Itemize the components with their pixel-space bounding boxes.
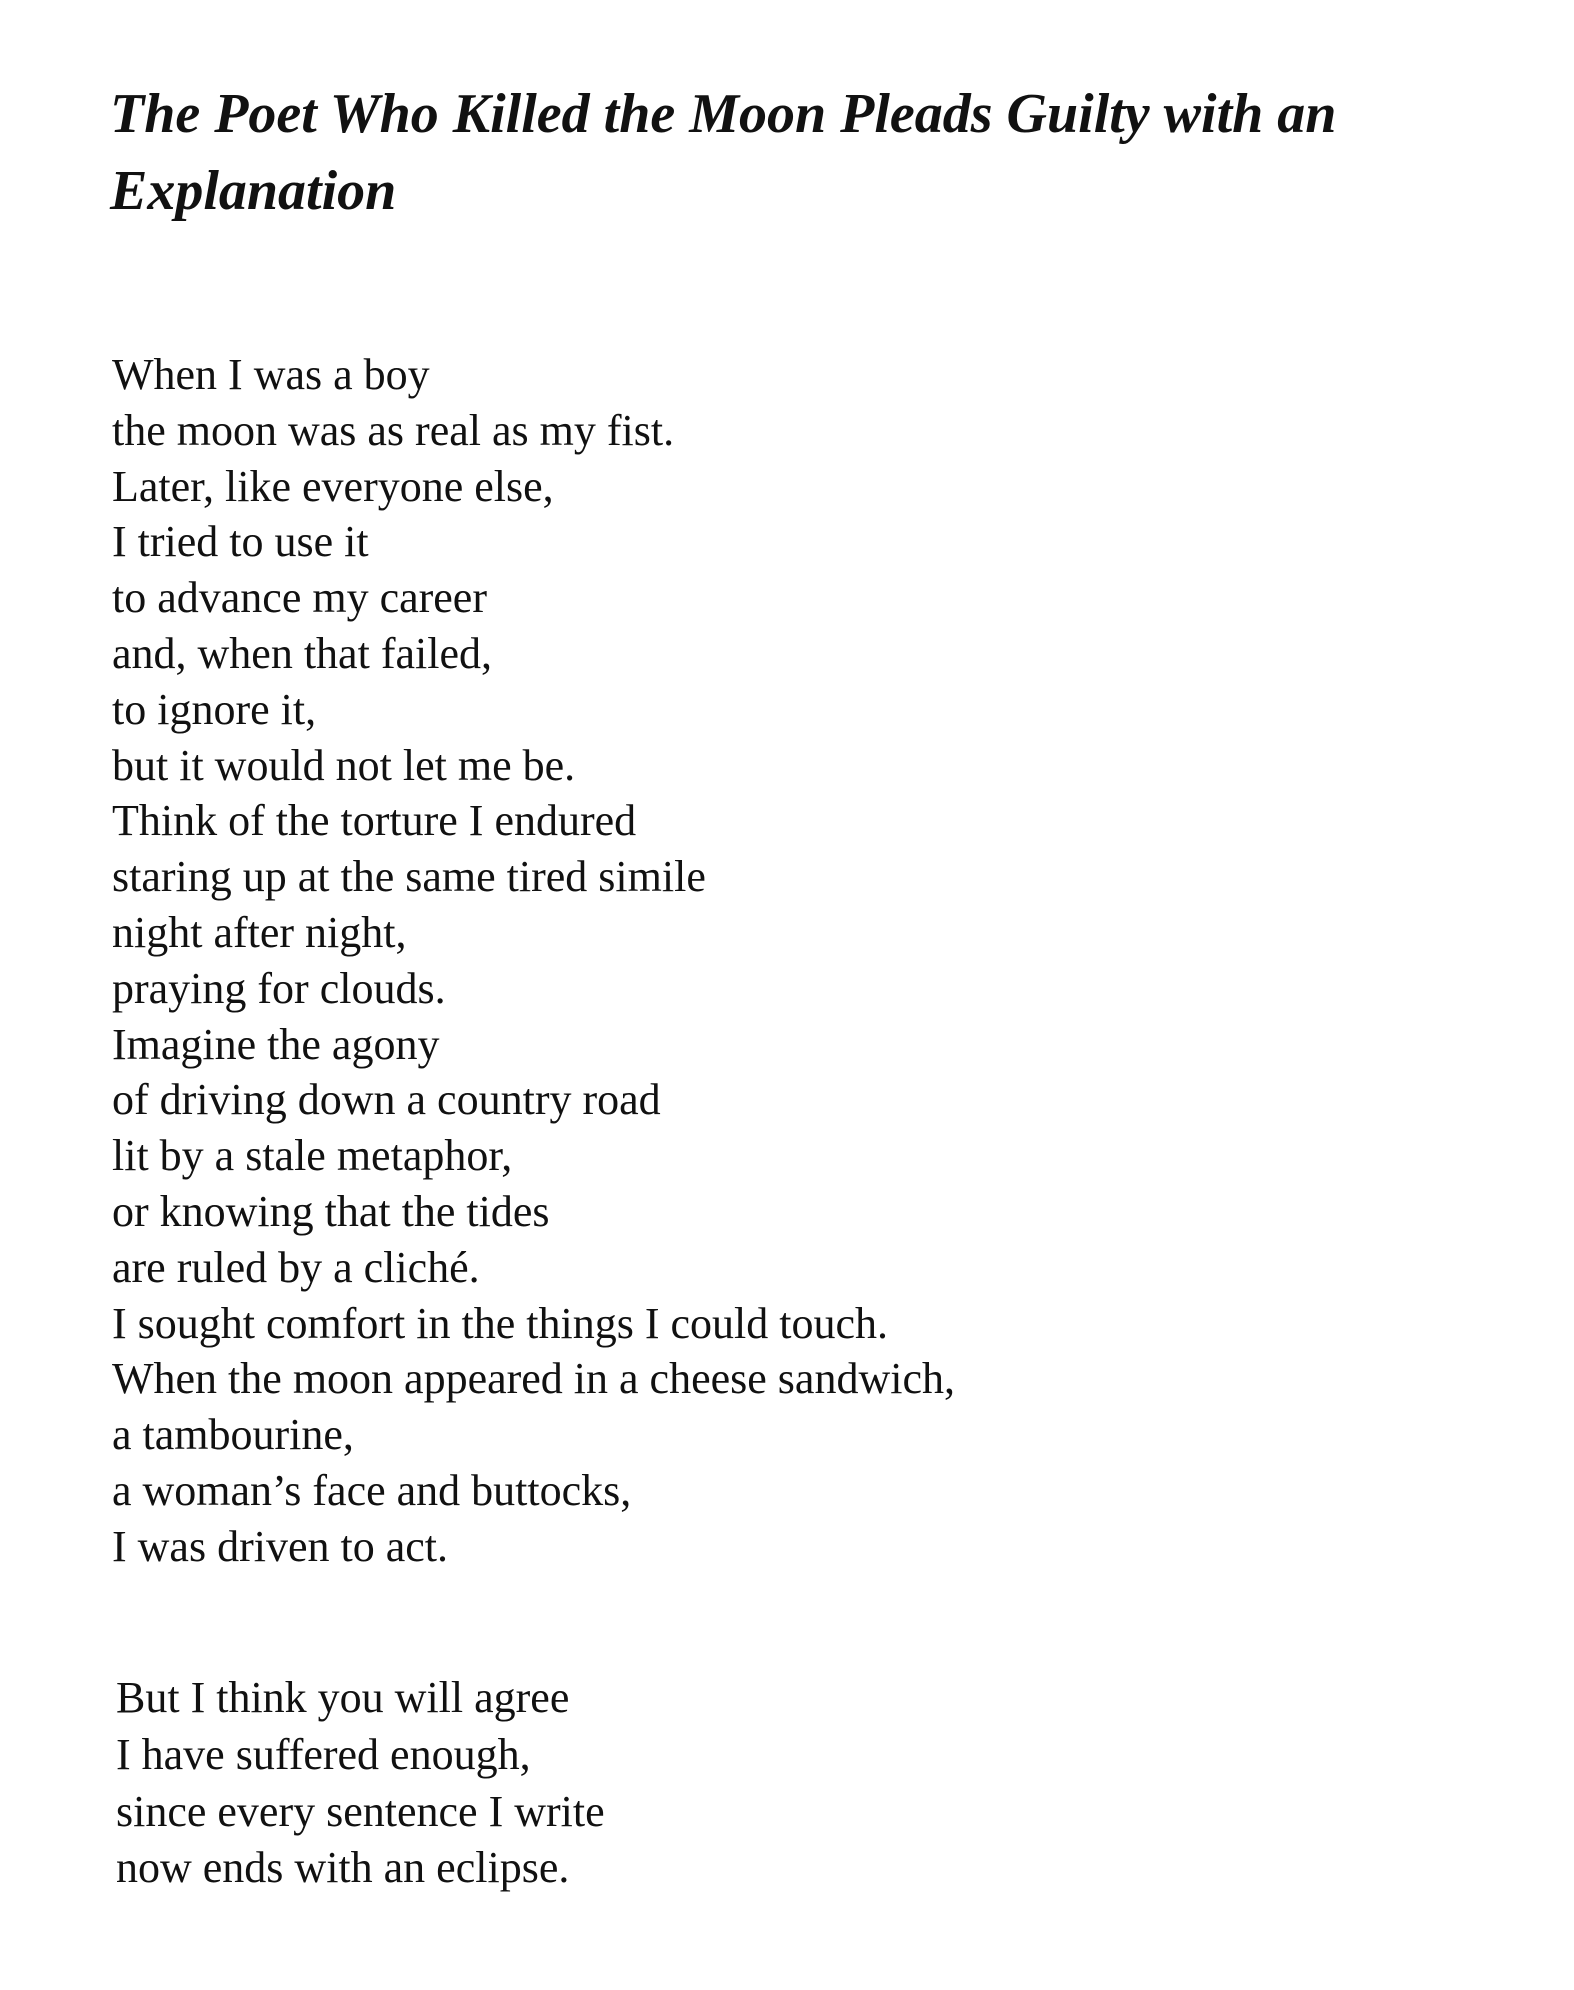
poem-line: I tried to use it — [112, 517, 369, 567]
poem-line: When I was a boy — [112, 350, 430, 399]
poem-title: The Poet Who Killed the Moon Pleads Guilty with an Explanation — [110, 83, 1337, 222]
stanza-2 — [116, 1670, 605, 1897]
poem-line: but it would not let me be. — [112, 740, 576, 790]
poem-line: the moon was as real as my fist. — [112, 405, 675, 455]
poem-line: now ends with an eclipse. — [116, 1843, 570, 1893]
poem-line: of driving down a country road — [112, 1075, 661, 1125]
poem-line: and, when that failed, — [112, 628, 492, 678]
poem-line: since every sentence I write — [116, 1786, 605, 1836]
poem-line: to advance my career — [112, 573, 487, 623]
poem-line: a tambourine, — [112, 1410, 354, 1460]
poem-line: or knowing that the tides — [112, 1186, 550, 1236]
poem-line: When the moon appeared in a cheese sandwich, — [112, 1354, 955, 1404]
poem-line: night after night, — [112, 907, 407, 957]
poem-line: But I think you will agree — [116, 1673, 570, 1722]
poem-line: a woman’s face and buttocks, — [112, 1465, 632, 1515]
poem-line: are ruled by a cliché. — [112, 1242, 480, 1292]
poem-line: lit by a stale metaphor, — [112, 1131, 513, 1181]
poem-line: Think of the torture I endured — [112, 796, 637, 846]
poem-line: staring up at the same tired simile — [112, 852, 706, 902]
poem-line: I was driven to act. — [112, 1521, 448, 1571]
poem-line: to ignore it, — [112, 684, 317, 734]
poem-line: praying for clouds. — [112, 963, 446, 1013]
poem-line: I have suffered enough, — [116, 1729, 531, 1779]
poem-line: Later, like everyone else, — [112, 461, 554, 511]
poem-line: I sought comfort in the things I could touch. — [112, 1298, 888, 1348]
stanza-1 — [112, 347, 955, 1575]
poem-line: Imagine the agony — [112, 1019, 440, 1069]
